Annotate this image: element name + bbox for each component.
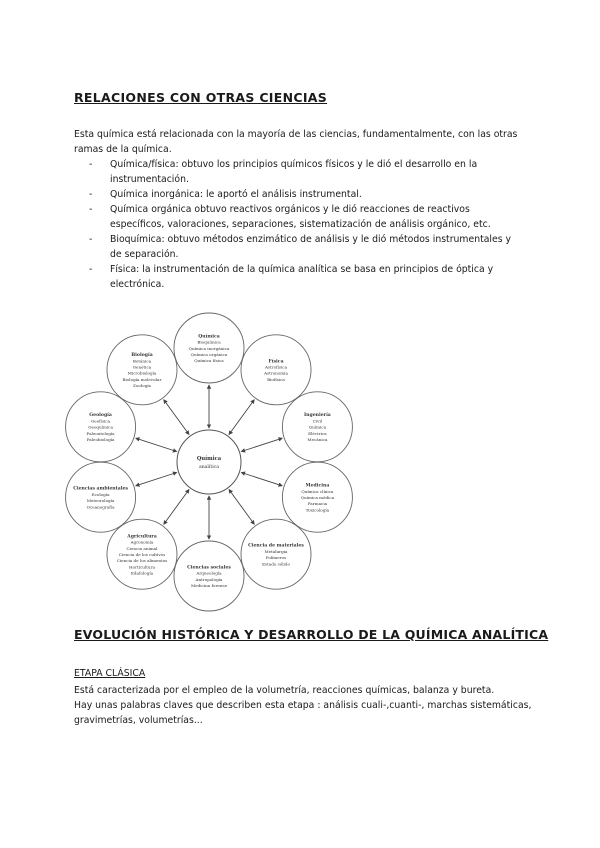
list-item [74,187,524,202]
node-title: Ciencias sociales [187,565,231,571]
link-arrow-ciencia-de-materiales [229,490,254,525]
bullet-dash: - [89,189,93,200]
node-line: Arqueología [196,570,222,576]
link-arrow-ingenieria [241,438,282,451]
node-line: Meteorología [86,498,115,504]
node-line: Química inorgánica [188,345,230,351]
list-item-text: Química/física: obtuvo los principios químicos físicos y le dió el desarrollo en la instrumentación. [110,159,478,185]
node-biologia [107,335,177,405]
list-item-text: Bioquímica: obtuvo métodos enzimático de análisis y le dió métodos instrumentales y de separación. [110,234,512,260]
node-line: Agronomía [130,539,154,545]
link-arrow-biologia [164,400,189,435]
node-line: Estado sólido [262,561,290,567]
node-ciencia-de-materiales [241,519,311,589]
node-line: Geofísica [91,418,111,424]
subheading-etapa-clasica: ETAPA CLÁSICA [74,668,146,679]
center-node [177,430,241,494]
section-title-relaciones: RELACIONES CON OTRAS CIENCIAS [74,90,328,105]
node-line: Ecología [91,491,110,497]
center-node-label: analítica [198,465,220,470]
bullet-dash: - [89,204,93,215]
node-agricultura [107,519,177,589]
list-item-text: Química inorgánica: le aportó el análisis instrumental. [110,189,362,200]
node-title: Física [268,359,284,365]
link-arrow-fisica [229,400,254,435]
center-node-label: Química [196,456,222,462]
node-line: Horticultura [129,564,155,570]
relations-list [74,157,524,292]
node-line: Paleobiología [86,436,115,442]
link-arrow-ciencias-ambientales [136,473,177,486]
list-item-text: Química orgánica obtuvo reactivos orgánicos y le dió reacciones de reactivos específicos, valoraciones, separaciones, sistematización de análisis orgánico, etc. [110,204,491,230]
node-line: Farmacia [307,501,328,507]
node-line: Química orgánica [190,352,228,357]
link-arrow-agricultura [164,490,189,525]
node-line: Ciencia de los alimentos [116,558,168,564]
node-ingenieria [282,392,352,462]
node-line: Edafología [130,570,154,576]
list-item [74,262,524,292]
node-ciencias-ambientales [66,462,136,532]
node-title: Ciencia de materiales [248,543,304,549]
bullet-dash: - [89,264,93,275]
node-title: Química [198,334,220,340]
section-title-evolucion: EVOLUCIÓN HISTÓRICA Y DESARROLLO DE LA QUÍMICA ANALÍTICA [74,627,549,642]
node-title: Ingeniería [304,413,331,419]
node-line: Microbiología [127,370,157,376]
node-title: Geología [89,413,112,419]
node-fisica [241,335,311,405]
node-line: Eléctrica [308,430,327,436]
node-line: Química [308,424,327,430]
node-line: Biología molecular [122,376,162,382]
node-line: Metalurgia [264,548,288,554]
etapa-paragraph-2: Hay unas palabras claves que describen esta etapa : análisis cuali-,cuanti-, marchas sistemáticas, gravimetrías, volumetrías... [74,700,532,726]
sciences-relations-diagram [64,312,354,612]
node-line: Medicina forense [190,583,228,589]
node-quimica [174,313,244,383]
node-line: Astronomía [264,370,288,376]
node-line: Química médica [300,495,335,501]
node-medicina [282,462,352,532]
node-title: Agricultura [127,534,157,540]
intro-paragraph: Esta química está relacionada con la mayoría de las ciencias, fundamentalmente, con las otras ramas de la química. [74,129,518,155]
node-line: Ciencia de los cultivos [118,552,166,558]
node-line: Química física [194,358,224,364]
node-title: Biología [131,353,153,359]
node-line: Paleontología [86,430,115,436]
bullet-dash: - [89,159,93,170]
node-line: Astrofísica [264,364,288,370]
list-item [74,232,524,262]
node-line: Zoología [133,383,151,389]
node-line: Civil [312,418,323,424]
list-item [74,202,524,232]
node-line: Genética [132,364,152,370]
node-line: Biofísica [267,376,285,382]
link-arrow-medicina [241,473,282,486]
node-title: Ciencias ambientales [73,486,128,492]
node-geologia [66,392,136,462]
list-item [74,157,524,187]
list-item-text: Física: la instrumentación de la química analítica se basa en principios de óptica y electrónica. [110,264,494,290]
bullet-dash: - [89,234,93,245]
node-line: Bioquímica [197,339,221,345]
node-title: Medicina [305,483,330,489]
node-line: Toxicología [305,507,330,513]
link-arrow-geologia [136,438,177,451]
node-line: Química clínica [301,488,334,494]
node-ciencias-sociales [174,541,244,611]
etapa-paragraph-1: Está caracterizada por el empleo de la volumetría, reacciones químicas, balanza y bureta. [74,685,495,696]
node-line: Antropología [195,576,223,582]
node-line: Botánica [132,358,152,364]
node-line: Geoquímica [88,424,113,430]
node-line: Mecánica [307,436,328,442]
node-line: Polímeros [265,555,287,561]
node-line: Oceanografía [86,504,115,510]
node-line: Ciencia animal [126,545,158,551]
